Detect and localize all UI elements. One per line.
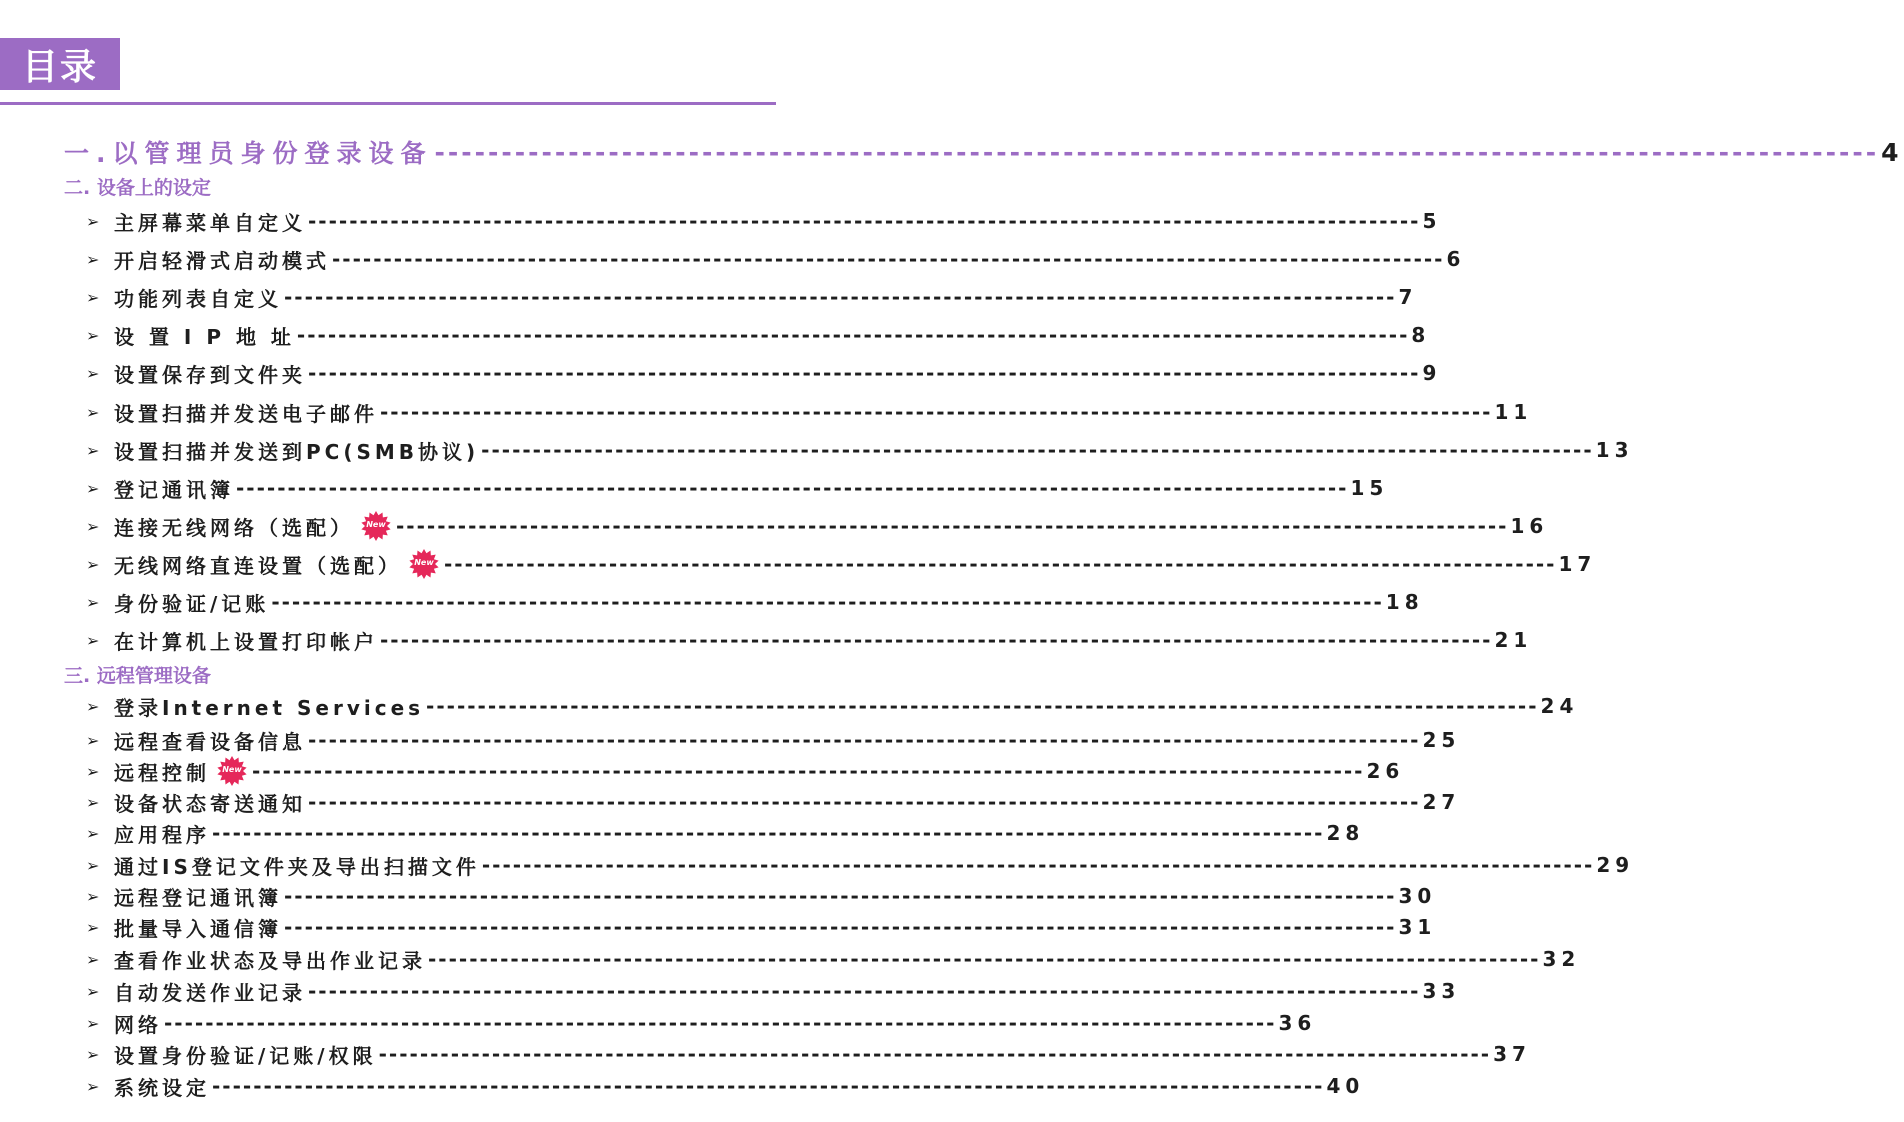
arrow-bullet-icon: ➢ — [86, 592, 100, 612]
toc-entry-title: 登记通讯簿 — [114, 477, 234, 502]
toc-entry-page: 6 — [1446, 247, 1466, 271]
arrow-bullet-icon: ➢ — [86, 1044, 100, 1064]
toc-entry-page: 32 — [1542, 947, 1581, 971]
toc-entry-page: 24 — [1540, 694, 1579, 718]
arrow-bullet-icon: ➢ — [86, 516, 100, 536]
dot-leader — [284, 285, 1396, 309]
toc-entry[interactable] — [86, 691, 1579, 721]
toc-entry-title: 连接无线网络（选配） — [114, 515, 354, 540]
toc-entry[interactable] — [86, 1039, 1531, 1069]
arrow-bullet-icon: ➢ — [86, 981, 100, 1001]
toc-entry-page: 8 — [1411, 323, 1431, 347]
toc-entry-title: 设置扫描并发送到PC(SMB协议) — [114, 439, 480, 464]
toc-entry-title: 自动发送作业记录 — [114, 980, 306, 1005]
toc-entry[interactable] — [86, 244, 1466, 274]
toc-entry[interactable] — [86, 725, 1461, 755]
toc-entry[interactable] — [86, 358, 1442, 388]
toc-entry-page: 17 — [1558, 552, 1597, 576]
toc-entry-page: 13 — [1595, 438, 1634, 462]
toc-entry[interactable] — [86, 511, 1549, 541]
toc-entry-title: 远程查看设备信息 — [114, 729, 306, 754]
dot-leader — [284, 915, 1396, 939]
dot-leader — [428, 947, 1540, 971]
toc-entry-page: 29 — [1596, 853, 1635, 877]
new-badge-icon — [214, 756, 250, 786]
toc-entry-title: 远程控制 — [114, 760, 210, 785]
new-badge-label: New — [366, 520, 386, 529]
toc-entry[interactable] — [86, 1071, 1365, 1101]
toc-entry-page: 7 — [1398, 285, 1418, 309]
dot-leader — [481, 438, 1593, 462]
toc-entry-page: 33 — [1422, 979, 1461, 1003]
toc-entry-title: 设置保存到文件夹 — [114, 362, 306, 387]
new-badge-icon — [358, 511, 394, 541]
arrow-bullet-icon: ➢ — [86, 886, 100, 906]
arrow-bullet-icon: ➢ — [86, 696, 100, 716]
header-divider — [0, 102, 776, 105]
dot-leader — [164, 1011, 1276, 1035]
dot-leader — [380, 400, 1492, 424]
toc-entry-title: 无线网络直连设置（选配） — [114, 553, 402, 578]
arrow-bullet-icon: ➢ — [86, 363, 100, 383]
arrow-bullet-icon: ➢ — [86, 249, 100, 269]
toc-entry[interactable] — [86, 625, 1533, 655]
arrow-bullet-icon: ➢ — [86, 402, 100, 422]
new-badge-icon — [406, 549, 442, 579]
toc-entry[interactable] — [86, 397, 1533, 427]
arrow-bullet-icon: ➢ — [86, 554, 100, 574]
toc-entry-title: 一.以管理员身份登录设备 — [64, 139, 433, 168]
toc-entry-title: 系统设定 — [114, 1075, 210, 1100]
arrow-bullet-icon: ➢ — [86, 1013, 100, 1033]
toc-entry-title: 主屏幕菜单自定义 — [114, 210, 306, 235]
dot-leader — [271, 590, 1383, 614]
arrow-bullet-icon: ➢ — [86, 792, 100, 812]
toc-entry-page: 31 — [1398, 915, 1437, 939]
arrow-bullet-icon: ➢ — [86, 823, 100, 843]
dot-leader — [308, 728, 1420, 752]
toc-entry[interactable] — [86, 320, 1431, 350]
dot-leader — [308, 790, 1420, 814]
arrow-bullet-icon: ➢ — [86, 855, 100, 875]
arrow-bullet-icon: ➢ — [86, 440, 100, 460]
toc-entry-title: 批量导入通信簿 — [114, 916, 282, 941]
toc-entry[interactable] — [86, 473, 1389, 503]
arrow-bullet-icon: ➢ — [86, 287, 100, 307]
toc-entry-title: 远程登记通讯簿 — [114, 885, 282, 910]
dot-leader — [297, 323, 1409, 347]
arrow-bullet-icon: ➢ — [86, 478, 100, 498]
toc-entry-title: 网络 — [114, 1012, 162, 1037]
toc-entry-title: 功能列表自定义 — [114, 286, 282, 311]
toc-entry[interactable] — [86, 1008, 1317, 1038]
arrow-bullet-icon: ➢ — [86, 211, 100, 231]
toc-entry-page: 25 — [1422, 728, 1461, 752]
dot-leader — [435, 138, 1880, 167]
dot-leader — [308, 209, 1420, 233]
toc-entry-title: 查看作业状态及导出作业记录 — [114, 948, 426, 973]
arrow-bullet-icon: ➢ — [86, 917, 100, 937]
toc-entry[interactable] — [86, 787, 1461, 817]
toc-entry-page: 15 — [1350, 476, 1389, 500]
toc-entry-page: 28 — [1326, 821, 1365, 845]
toc-entry[interactable] — [86, 206, 1442, 236]
toc-entry-page: 27 — [1422, 790, 1461, 814]
toc-entry[interactable] — [86, 976, 1461, 1006]
toc-entry-page: 37 — [1493, 1042, 1531, 1066]
toc-entry[interactable] — [86, 850, 1635, 880]
toc-entry-page: 36 — [1278, 1011, 1317, 1035]
dot-leader — [236, 476, 1348, 500]
toc-entry-page: 16 — [1510, 514, 1549, 538]
toc-entry-title: 通过IS登记文件夹及导出扫描文件 — [114, 854, 480, 879]
dot-leader — [380, 628, 1492, 652]
dot-leader — [444, 552, 1556, 576]
new-badge-label: New — [414, 558, 434, 567]
toc-entry-page: 9 — [1422, 361, 1442, 385]
toc-entry-page: 18 — [1385, 590, 1424, 614]
arrow-bullet-icon: ➢ — [86, 325, 100, 345]
toc-entry-title: 登录Internet Services — [114, 695, 425, 720]
section-heading-remote-management: 三. 远程管理设备 — [64, 665, 211, 687]
dot-leader — [396, 514, 1508, 538]
toc-entry-page: 26 — [1366, 759, 1405, 783]
toc-entry-page: 5 — [1422, 209, 1442, 233]
dot-leader — [212, 1074, 1324, 1098]
dot-leader — [252, 759, 1364, 783]
toc-entry-page: 4 — [1881, 137, 1904, 167]
toc-entry-title: 设置扫描并发送电子邮件 — [114, 401, 378, 426]
arrow-bullet-icon: ➢ — [86, 949, 100, 969]
toc-entry-title: 开启轻滑式启动模式 — [114, 248, 330, 273]
toc-entry[interactable] — [86, 549, 1597, 579]
dot-leader — [482, 853, 1594, 877]
arrow-bullet-icon: ➢ — [86, 1076, 100, 1096]
toc-entry-title: 身份验证/记账 — [114, 591, 270, 616]
toc-entry[interactable] — [86, 944, 1581, 974]
dot-leader — [308, 979, 1420, 1003]
dot-leader — [308, 361, 1420, 385]
toc-entry-page: 21 — [1494, 628, 1533, 652]
dot-leader — [212, 821, 1324, 845]
arrow-bullet-icon: ➢ — [86, 630, 100, 650]
toc-entry-title: 应用程序 — [114, 822, 210, 847]
page-title: 目录 — [0, 38, 120, 90]
toc-entry[interactable] — [86, 912, 1437, 942]
toc-entry-admin-login[interactable] — [64, 134, 1904, 170]
toc-entry[interactable] — [86, 282, 1418, 312]
toc-entry[interactable] — [86, 818, 1365, 848]
dot-leader — [426, 694, 1538, 718]
toc-entry[interactable] — [86, 587, 1424, 617]
dot-leader — [379, 1042, 1491, 1066]
toc-entry-title: 设 置 I P 地 址 — [114, 324, 295, 349]
new-badge-label: New — [222, 765, 242, 774]
toc-entry-page: 30 — [1398, 884, 1437, 908]
toc-entry-page: 11 — [1494, 400, 1533, 424]
toc-entry-title: 在计算机上设置打印帐户 — [114, 629, 378, 654]
toc-entry-title: 设备状态寄送通知 — [114, 791, 306, 816]
dot-leader — [284, 884, 1396, 908]
dot-leader — [332, 247, 1444, 271]
section-heading-device-settings: 二. 设备上的设定 — [64, 177, 211, 199]
toc-entry-title: 设置身份验证/记账/权限 — [114, 1043, 377, 1068]
toc-entry[interactable] — [86, 756, 1405, 786]
toc-entry[interactable] — [86, 881, 1437, 911]
toc-entry-page: 40 — [1326, 1074, 1365, 1098]
arrow-bullet-icon: ➢ — [86, 730, 100, 750]
arrow-bullet-icon: ➢ — [86, 761, 100, 781]
toc-entry[interactable] — [86, 435, 1634, 465]
